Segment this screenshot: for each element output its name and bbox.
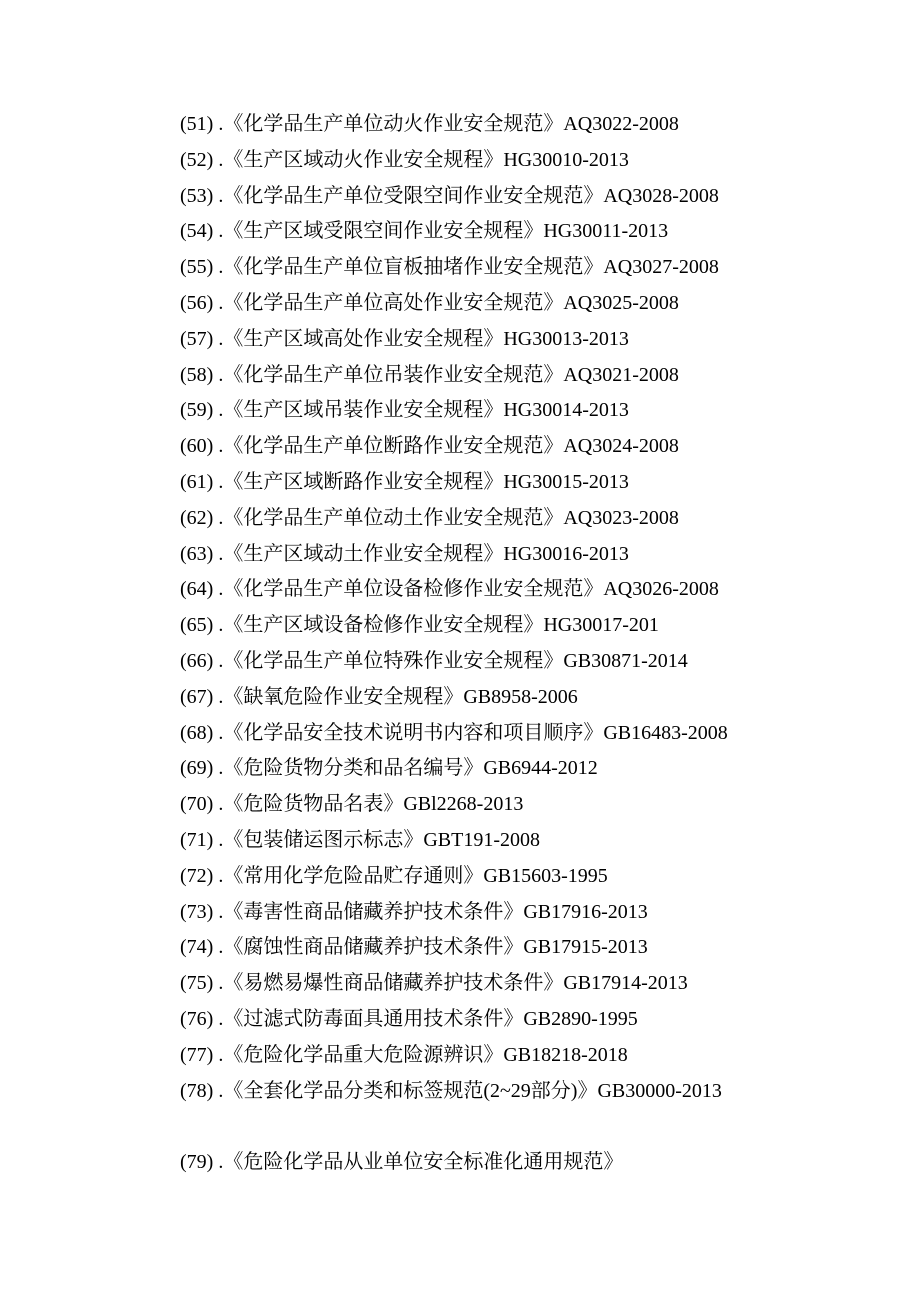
reference-number: (52) (180, 148, 214, 171)
reference-separator: . (213, 614, 224, 637)
reference-standard-code: AQ3022-2008 (563, 113, 679, 135)
reference-number: (68) (180, 721, 214, 744)
reference-title: 《化学品生产单位受限空间作业安全规范》 (223, 184, 604, 207)
reference-separator: . (213, 506, 224, 529)
reference-title: 《生产区域动火作业安全规程》 (223, 148, 504, 171)
reference-standard-code: HG30017-201 (543, 614, 659, 637)
reference-separator: . (213, 578, 224, 601)
reference-number: (55) (180, 256, 214, 279)
reference-number: (71) (180, 828, 214, 851)
reference-standard-code: AQ3021-2008 (563, 363, 679, 386)
reference-list (140, 107, 820, 1181)
reference-item (140, 1038, 820, 1074)
reference-number: (57) (180, 327, 214, 350)
reference-standard-code: HG30010-2013 (503, 148, 629, 171)
reference-item (140, 143, 820, 179)
reference-title: 《化学品生产单位高处作业安全规范》 (223, 291, 564, 314)
reference-item (140, 1145, 820, 1181)
reference-title: 《常用化学危险品贮存通则》 (223, 864, 484, 887)
reference-number: (56) (180, 291, 214, 314)
reference-standard-code: GBl2268-2013 (403, 793, 524, 816)
reference-item (140, 716, 820, 752)
reference-number: (74) (180, 936, 214, 959)
reference-separator: . (213, 435, 224, 458)
reference-item (140, 930, 820, 966)
reference-standard-code: GB6944-2012 (483, 757, 598, 780)
reference-separator: . (213, 148, 224, 171)
reference-number: (69) (180, 757, 214, 780)
reference-item (140, 214, 820, 250)
reference-standard-code: HG30014-2013 (503, 399, 629, 422)
reference-title: 《化学品生产单位断路作业安全规范》 (223, 435, 564, 458)
reference-standard-code: GB2890-1995 (523, 1007, 638, 1030)
reference-standard-code: AQ3024-2008 (563, 435, 679, 458)
reference-title: 《危险化学品从业单位安全标准化通用规范》 (223, 1151, 624, 1174)
reference-standard-code: AQ3025-2008 (563, 291, 679, 314)
reference-item (140, 501, 820, 537)
reference-item (140, 286, 820, 322)
reference-separator: . (213, 972, 224, 995)
reference-separator: . (213, 757, 224, 780)
reference-standard-code: GB18218-2018 (503, 1043, 628, 1066)
reference-number: (60) (180, 435, 214, 458)
reference-separator: . (213, 864, 224, 887)
reference-separator: . (213, 900, 224, 923)
reference-title: 《包装储运图示标志》 (223, 828, 424, 851)
reference-item (140, 608, 820, 644)
reference-standard-code: AQ3028-2008 (603, 184, 719, 207)
reference-number: (73) (180, 900, 214, 923)
reference-separator: . (213, 542, 224, 565)
reference-item (140, 537, 820, 573)
reference-number: (65) (180, 614, 214, 637)
reference-standard-code: HG30016-2013 (503, 542, 629, 565)
reference-standard-code: GB8958-2006 (463, 685, 578, 708)
reference-number: (78) (180, 1079, 214, 1102)
reference-item (140, 107, 820, 143)
reference-separator: . (213, 399, 224, 422)
reference-item (140, 1002, 820, 1038)
reference-separator: . (213, 363, 224, 386)
reference-title: 《生产区域动土作业安全规程》 (223, 542, 504, 565)
reference-standard-code: HG30011-2013 (543, 220, 669, 243)
reference-standard-code: GB16483-2008 (603, 721, 728, 744)
reference-standard-code: AQ3026-2008 (603, 578, 719, 601)
reference-standard-code: AQ3027-2008 (603, 256, 719, 279)
reference-number: (77) (180, 1043, 214, 1066)
reference-title: 《易燃易爆性商品储藏养护技术条件》 (223, 972, 564, 995)
reference-standard-code: GB17914-2013 (563, 972, 688, 995)
reference-title: 《化学品生产单位动火作业安全规范》 (223, 113, 564, 135)
reference-title: 《危险货物分类和品名编号》 (223, 757, 484, 780)
reference-title: 《过滤式防毒面具通用技术条件》 (223, 1007, 524, 1030)
reference-item (140, 895, 820, 931)
reference-number: (70) (180, 793, 214, 816)
reference-separator: . (213, 291, 224, 314)
reference-number: (61) (180, 470, 214, 493)
reference-title: 《缺氧危险作业安全规程》 (223, 685, 464, 708)
reference-separator: . (213, 828, 224, 851)
reference-number: (75) (180, 972, 214, 995)
reference-number: (66) (180, 649, 214, 672)
reference-title: 《化学品生产单位设备检修作业安全规范》 (223, 578, 604, 601)
reference-item (140, 680, 820, 716)
reference-separator: . (213, 1151, 224, 1174)
reference-title: 《生产区域断路作业安全规程》 (223, 470, 504, 493)
reference-item (140, 322, 820, 358)
reference-item (140, 787, 820, 823)
reference-separator: . (213, 327, 224, 350)
reference-item (140, 358, 820, 394)
reference-item (140, 179, 820, 215)
reference-title: 《化学品安全技术说明书内容和项目顺序》 (223, 721, 604, 744)
reference-item (140, 966, 820, 1002)
reference-separator: . (213, 685, 224, 708)
reference-title: 《危险货物品名表》 (223, 793, 404, 816)
reference-number: (79) (180, 1151, 214, 1174)
reference-item (140, 393, 820, 429)
reference-item (140, 572, 820, 608)
reference-title: 《化学品生产单位特殊作业安全规程》 (223, 649, 564, 672)
reference-item (140, 250, 820, 286)
reference-title: 《化学品生产单位盲板抽堵作业安全规范》 (223, 256, 604, 279)
reference-number: (64) (180, 578, 214, 601)
reference-number: (67) (180, 685, 214, 708)
reference-separator: . (213, 184, 224, 207)
reference-title: 《毒害性商品储藏养护技术条件》 (223, 900, 524, 923)
reference-separator: . (213, 1079, 224, 1102)
reference-title: 《生产区域高处作业安全规程》 (223, 327, 504, 350)
reference-number: (62) (180, 506, 214, 529)
reference-standard-code: GB30000-2013 (597, 1079, 722, 1102)
reference-separator: . (213, 220, 224, 243)
reference-separator: . (213, 1007, 224, 1030)
reference-number: (72) (180, 864, 214, 887)
reference-title: 《危险化学品重大危险源辨识》 (223, 1043, 504, 1066)
reference-number: (53) (180, 184, 214, 207)
reference-standard-code: GB15603-1995 (483, 864, 608, 887)
reference-title: 《生产区域受限空间作业安全规程》 (223, 220, 544, 243)
reference-number: (51) (180, 113, 214, 135)
reference-separator: . (213, 1043, 224, 1066)
reference-title: 《化学品生产单位动土作业安全规范》 (223, 506, 564, 529)
reference-item (140, 644, 820, 680)
reference-separator: . (213, 256, 224, 279)
reference-title: 《生产区域设备检修作业安全规程》 (223, 614, 544, 637)
reference-standard-code: HG30015-2013 (503, 470, 629, 493)
reference-number: (63) (180, 542, 214, 565)
reference-standard-code: GB17916-2013 (523, 900, 648, 923)
reference-item (140, 859, 820, 895)
reference-item (140, 751, 820, 787)
reference-standard-code: HG30013-2013 (503, 327, 629, 350)
reference-standard-code: GB30871-2014 (563, 649, 688, 672)
reference-title: 《全套化学品分类和标签规范(2~29部分)》 (223, 1079, 598, 1102)
reference-number: (58) (180, 363, 214, 386)
reference-number: (59) (180, 399, 214, 422)
reference-separator: . (213, 793, 224, 816)
reference-item (140, 465, 820, 501)
reference-separator: . (213, 721, 224, 744)
reference-separator: . (213, 936, 224, 959)
reference-title: 《生产区域吊装作业安全规程》 (223, 399, 504, 422)
reference-standard-code: GBT191-2008 (423, 828, 540, 851)
reference-title: 《腐蚀性商品储藏养护技术条件》 (223, 936, 524, 959)
reference-item (140, 823, 820, 859)
reference-number: (54) (180, 220, 214, 243)
reference-standard-code: AQ3023-2008 (563, 506, 679, 529)
reference-item (140, 429, 820, 465)
reference-separator: . (213, 649, 224, 672)
reference-number: (76) (180, 1007, 214, 1030)
reference-title: 《化学品生产单位吊装作业安全规范》 (223, 363, 564, 386)
reference-item (140, 1074, 820, 1146)
reference-separator: . (213, 470, 224, 493)
reference-standard-code: GB17915-2013 (523, 936, 648, 959)
reference-separator: . (213, 113, 224, 135)
